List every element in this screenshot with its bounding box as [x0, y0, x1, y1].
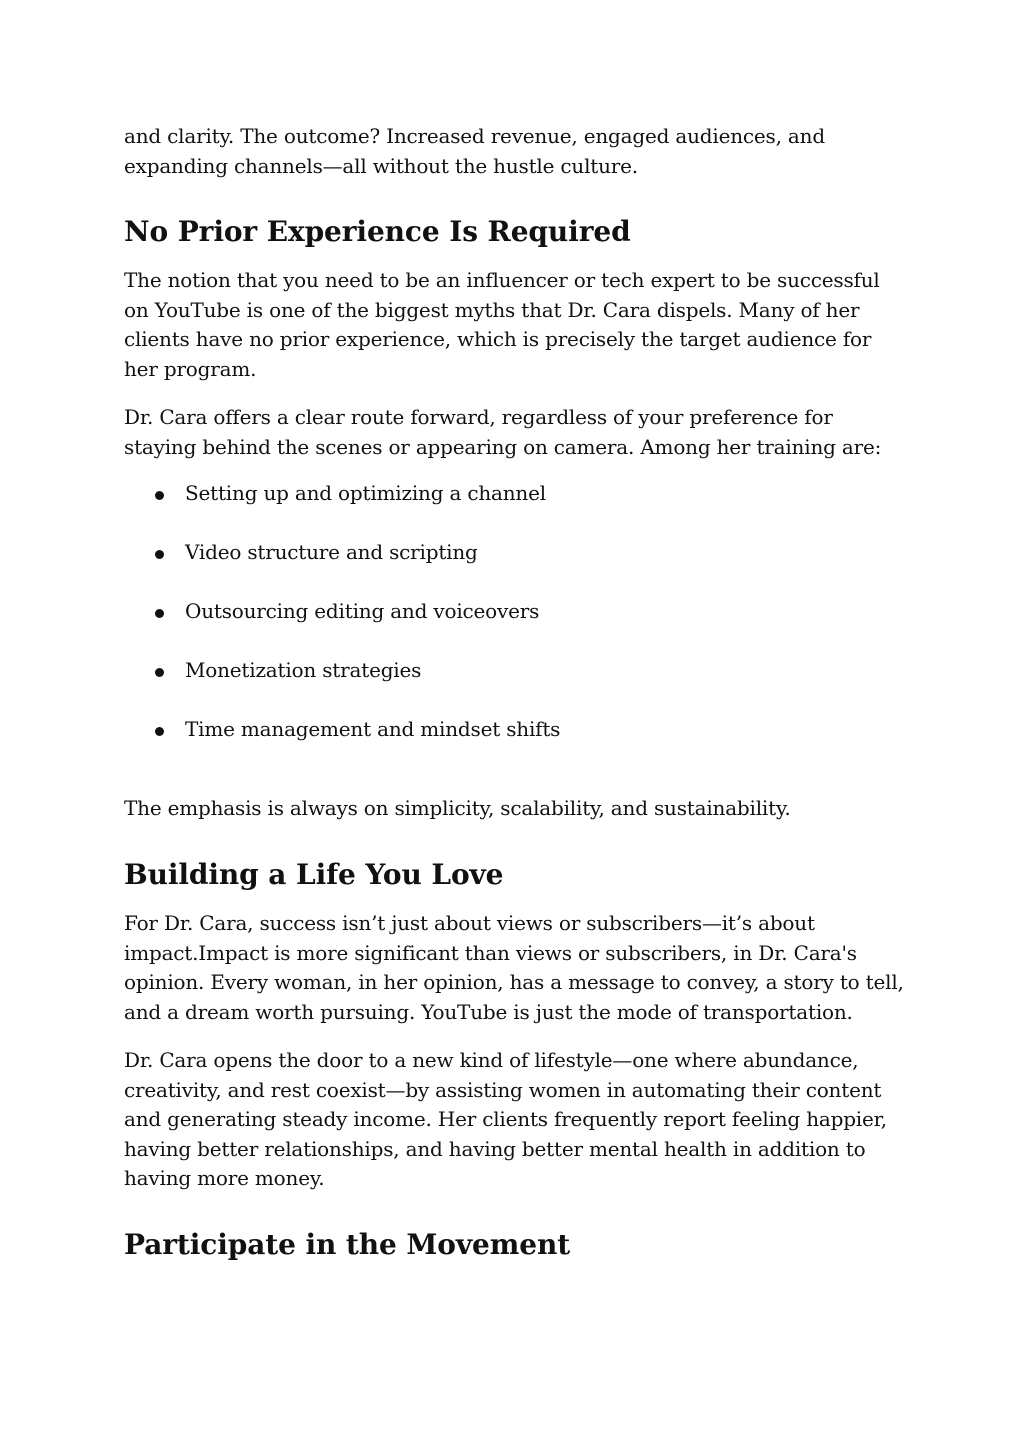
- list-item-text: Outsourcing editing and voiceovers: [185, 599, 540, 623]
- training-bullet-list: [124, 479, 904, 745]
- list-item: [124, 715, 904, 745]
- bullet-dot-icon: [155, 550, 164, 559]
- document-page: [124, 122, 904, 1263]
- body-paragraph-lifestyle: Dr. Cara opens the door to a new kind of lifestyle—one where abundance, creativity, and rest coexist—by assisting women in automating their content and generating steady income. Her clients frequently report feeling happier, having better relationships, and having better mental health in addition to having more money.: [124, 1048, 887, 1190]
- bullet-dot-icon: [155, 491, 164, 500]
- section-heading-no-prior-experience: No Prior Experience Is Required: [124, 215, 631, 248]
- section-heading-participate: Participate in the Movement: [124, 1227, 571, 1261]
- list-item: [124, 597, 904, 627]
- list-item: [124, 656, 904, 686]
- bullet-dot-icon: [155, 668, 164, 677]
- body-paragraph-training-intro: Dr. Cara offers a clear route forward, regardless of your preference for staying behind the scenes or appearing on camera. Among her training are:: [124, 405, 882, 459]
- body-paragraph-impact: For Dr. Cara, success isn’t just about views or subscribers—it’s about impact.Impact is more significant than views or subscribers, in Dr. Cara's opinion. Every woman, in her opinion, has a message to convey, a story to tell, and a dream worth pursuing. YouTube is just the mode of transportation.: [124, 911, 904, 1024]
- list-item: [124, 538, 904, 568]
- body-paragraph-myths: The notion that you need to be an influencer or tech expert to be successful on YouTube is one of the biggest myths that Dr. Cara dispels. Many of her clients have no prior experience, which is precisely the target audience for her program.: [124, 268, 880, 381]
- section-heading-building-a-life: Building a Life You Love: [124, 858, 504, 891]
- list-item-text: Setting up and optimizing a channel: [185, 481, 546, 505]
- body-paragraph-emphasis: The emphasis is always on simplicity, scalability, and sustainability.: [124, 795, 791, 820]
- bullet-dot-icon: [155, 609, 164, 618]
- list-item-text: Time management and mindset shifts: [185, 717, 561, 741]
- list-item-text: Video structure and scripting: [185, 540, 478, 564]
- intro-paragraph: and clarity. The outcome? Increased revenue, engaged audiences, and expanding channels—all without the hustle culture.: [124, 124, 825, 178]
- list-item: [124, 479, 904, 509]
- list-item-text: Monetization strategies: [185, 658, 422, 682]
- bullet-dot-icon: [155, 727, 164, 736]
